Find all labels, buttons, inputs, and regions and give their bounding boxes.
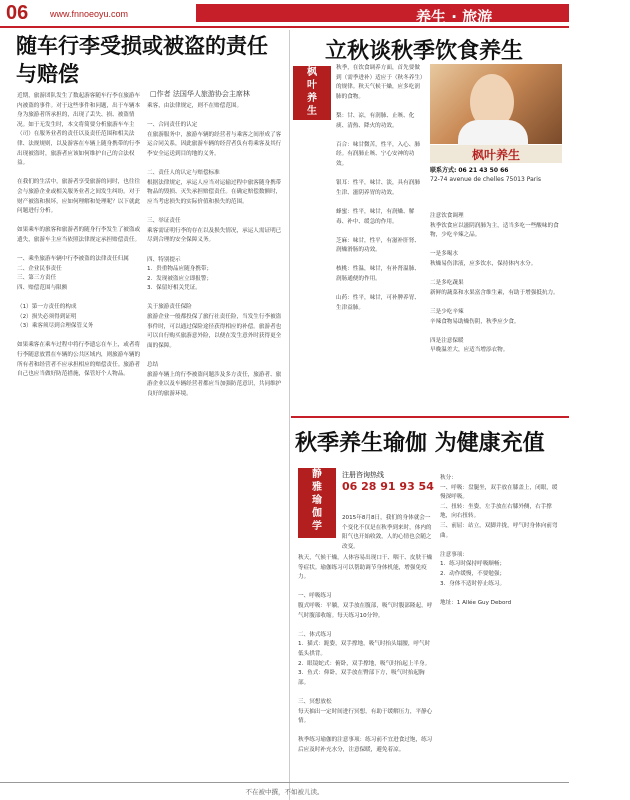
issue-date: 2015年09月14日 第47期	[612, 12, 630, 75]
article3-column-1: 秋天，气候干燥，人体容易出现口干、咽干、皮肤干燥等症状。瑜伽练习可以帮助调节身体机能，增强免疫力。 一、呼吸练习 腹式呼吸：平躺，双手放在腹部，吸气时腹部隆起，呼气时腹部收缩。每天练习10分钟。 二、体式练习 1．猫式：跪姿，双手撑地，吸气时抬头塌腰，呼气时低头拱背。 2．眼镜蛇式：俯卧，双手撑地，吸气时抬起上半身。 3．鱼式：仰卧，双手放在臀部下方，吸气时抬起胸部。 三、冥想放松 每天抽出一定时间进行冥想，有助于缓解压力，平静心情。 秋季练习瑜伽的注意事项：练习前不宜进食过饱，练习后应及时补充水分，注意保暖，避免着凉。	[298, 555, 433, 753]
section-rule	[291, 416, 569, 418]
article3-title: 秋季养生瑜伽 为健康充值	[295, 431, 545, 456]
article2-column-1: 秋季，在饮食调养方面，首先要做到（需季进补）适应于（秋冬养生）的规律。秋天气候干燥，应多吃润肺的食物。 梨：甘、凉，有润肺、止咳、化痰、清热、降火的功效。 百合：味甘微苦，性平，入心、肺经。有润肺止咳、宁心安神的功效。 银耳：性平，味甘、淡，具有润肺生津、滋阴养胃的功效。 蜂蜜：性平，味甘，有润燥、解毒、补中、缓急的作用。 芝麻：味甘，性平，有滋补肝肾、润燥滑肠的功效。 核桃：性温，味甘，有补肾温肺、润肠通便的作用。 山药：性平，味甘，可补脾养胃、生津益肺。	[336, 65, 423, 311]
article1-author: □作者 法国华人旅游协会主席林	[150, 90, 250, 98]
footer-rule	[0, 782, 569, 783]
article3-intro: 2015年8月8日，我们的身体就会一个变化不仅是在秋季到来时，体内的阳气也开始收敛，人的心情也会随之改变。	[342, 515, 432, 550]
article2-title: 立秋谈秋季饮食养生	[325, 39, 524, 64]
article2-column-2: 注意饮食调理 秋季饮食应以滋阴润肺为主，适当多吃一些酸味的食物，少吃辛辣之品。 一是多喝水 秋燥易伤津液，应多饮水，保持体内水分。 二是多吃蔬果 新鲜的蔬菜和水果富含维生素，有助于增强抵抗力。 三是少吃辛辣 辛辣食物易助燥伤阴，秋季应少食。 四是注意保暖 早晚温差大，应适当增添衣物。	[430, 213, 559, 354]
article3-banner	[298, 468, 336, 538]
banner-char: 雅	[312, 482, 322, 493]
shop-address: 72-74 avenue de chelles 75013 Paris	[430, 176, 542, 183]
shop-tel[interactable]: 06 21 43 50 66	[458, 167, 509, 174]
section-title: 养生 · 旅游	[416, 8, 493, 26]
site-url[interactable]: www.fnnoeoyu.com	[50, 9, 129, 19]
column-divider	[289, 30, 290, 800]
yoga-ad	[342, 470, 436, 512]
shop-photo	[430, 64, 562, 144]
banner-char: 生	[307, 106, 317, 117]
shop-info	[430, 166, 562, 184]
banner-char: 静	[312, 469, 322, 480]
page-footer: 不在被中撰，不如被儿读。	[245, 788, 324, 796]
banner-char: 学	[312, 521, 322, 532]
header-rule	[0, 26, 569, 28]
article1-column-1: 近期，旅游团队发生了数起游客随车行李在旅游车内被盗的事件。对于这些事件和问题，出于车辆本身为旅游者所承担的，出现了丢失、损、被盗情况。如于无发生时，本文将简要分析旅游车车主（司）在服务业者的责任以及责任范围和相关法律、法规规则，以及游客在车辆上随身携带的行李出现被盗时，旅游者应该如何维护自己的合法权益。 在我们的生活中，旅游者享受旅游的同时，也往往会与旅游企业或相关服务业者之间发生纠纷。对于财产被盗和损坏，应如何理解和处理呢？以下就此问题进行分析。 如果乘车的旅客和旅游者的随身行李发生了被盗或遗失，旅游车主应当依照法律规定承担赔偿责任。 一、乘坐旅游车辆中行李被盗的法律责任归属 二、企业民事责任 三、第三方责任 四、赔偿范围与限额 （1）第一方责任的构成 （2）损失必须得到证明 （3）乘客须尽到合理保管义务 如果乘客在乘车过程中将行李遗忘在车上，或者将行李随意放置在车辆的公共区域内，则旅游车辆的所有者和经营者不应承担相应的赔偿责任。旅游者自己也应当做好防范措施，保管好个人物品。	[17, 93, 141, 378]
article1-column-2: 乘客，由法律规定，则不在赔偿范围。 一、合同责任的认定 在旅游服务中，旅游车辆的经营者与乘客之间形成了客运合同关系，因此旅游车辆的经营者负有将乘客及其行李安全运送到目的地的义务。 二、责任人的认定与赔偿标准 根据法律规定，承运人应当对运输过程中旅客随身携带物品的毁损、灭失承担赔偿责任。在确定赔偿数额时，应当考虑损失的实际价值和损失的范围。 三、举证责任 乘客需证明行李的存在以及损失情况，承运人需证明已尽到合理的安全保障义务。 四、特别提示 1．贵重物品应随身携带； 2．发现被盗应立即报警； 3．保留好相关凭证。 关于旅游责任保险 旅游企业一般都投保了旅行社责任险，当发生行李被盗事件时，可以通过保险途径获得相应的补偿。旅游者也可以自行购买旅游意外险，以便在发生意外时获得更全面的保障。 总结 旅游车辆上的行李被盗问题涉及多方责任，旅游者、旅游企业以及车辆经营者都应当加强防范意识，共同维护良好的旅游环境。	[147, 103, 282, 397]
banner-char: 伽	[312, 508, 322, 519]
article2-banner	[293, 66, 331, 120]
ad-tel[interactable]: 06 28 91 93 54	[342, 480, 434, 493]
banner-char: 枫	[307, 67, 317, 78]
article3-column-2: 秋分： 一、呼吸：盘腿坐，双手放在膝盖上，闭眼，缓慢深呼吸。 二、扭转：坐姿，左手放在右膝外侧，右手撑地，向右扭转。 三、前屈：站立，双脚并拢，呼气时身体向前弯曲。 注意事项： 1．练习时保持呼吸顺畅； 2．动作缓慢，不要勉强； 3．身体不适时停止练习。 地址：1 Allée Guy Debord	[440, 475, 558, 606]
shop-tel-label: 联系方式:	[430, 167, 457, 174]
banner-char: 瑜	[312, 495, 322, 506]
article1-title: 随车行李受损或被盗的责任与赔偿	[16, 34, 268, 86]
ad-tel-label: 注册咨询热线	[342, 471, 384, 479]
banner-char: 养	[307, 93, 317, 104]
page-number: 06	[6, 2, 29, 24]
banner-char: 叶	[307, 80, 317, 91]
shop-caption: 枫叶养生	[430, 145, 562, 163]
